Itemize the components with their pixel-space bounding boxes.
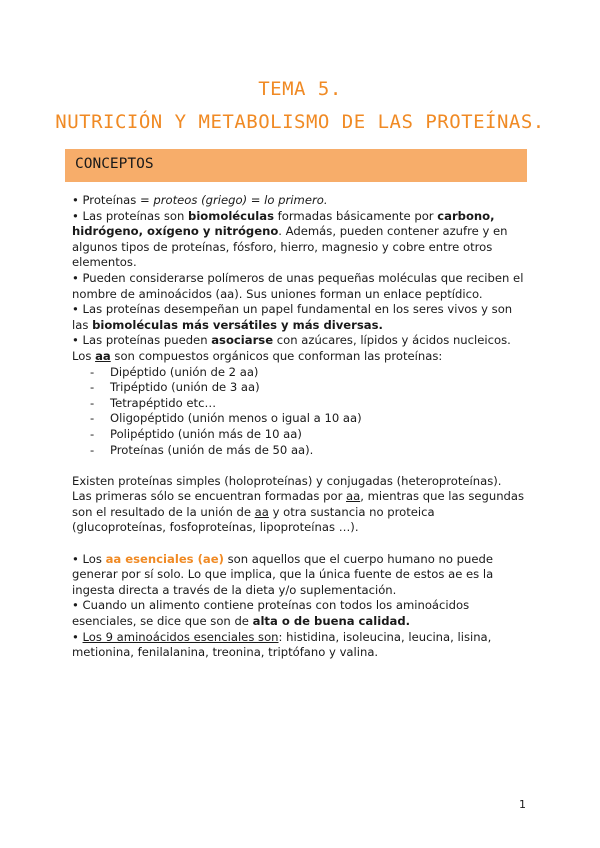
text: con azúcares, lípidos y ácidos nucleicos. — [273, 333, 511, 348]
paragraph-first-second — [72, 489, 532, 536]
text: • Proteínas = — [72, 193, 154, 207]
text: son aquellos que el cuerpo humano no puede generar por sí solo. Lo que implica, que la única fuente de estos ae es la ingesta directa a través de la dieta y/o suplementación. — [72, 551, 494, 597]
text-bold: alta o de buena calidad. — [252, 614, 411, 629]
dash-bullet: - — [90, 442, 95, 457]
text: formadas básicamente por — [273, 208, 438, 223]
text-bold: carbono, hidrógeno, oxígeno y nitrógeno — [72, 208, 495, 239]
text: • — [72, 629, 83, 644]
text: • Cuando un alimento contiene proteínas con todos los aminoácidos esenciales, se dice que son de — [72, 598, 470, 629]
text: son compuestos orgánicos que conforman las proteínas: — [110, 348, 443, 363]
paragraph-essential-aa — [72, 552, 532, 599]
text-underline: aa — [254, 504, 269, 519]
list-item-text: Tripéptido (unión de 3 aa) — [110, 380, 260, 395]
list-item-text: Dipéptido (unión de 2 aa) — [110, 364, 259, 379]
text: • Las proteínas pueden — [72, 333, 212, 348]
dash-bullet: - — [90, 395, 95, 410]
list-item-text: Proteínas (unión de más de 50 aa). — [110, 442, 314, 457]
paragraph-function — [72, 302, 532, 333]
text: • Los — [72, 551, 106, 566]
section-label: CONCEPTOS — [75, 156, 154, 172]
text: , mientras que las segundas son el resultado de la unión de — [72, 489, 525, 519]
paragraph-aa-intro — [72, 349, 532, 365]
dash-bullet: - — [90, 364, 95, 379]
text: Los — [72, 348, 96, 363]
dash-bullet: - — [90, 426, 95, 441]
text: • Las proteínas desempeñan un papel fundamental en los seres vivos y son las — [72, 302, 513, 332]
title-line-1: TEMA 5. — [258, 78, 342, 100]
dash-bullet: - — [90, 380, 95, 395]
text: . Además, pueden contener azufre y en algunos tipos de proteínas, fósforo, hierro, magnesio y cobre entre otros elementos. — [72, 224, 508, 270]
paragraph-biomolecules — [72, 209, 532, 271]
text-highlight: aa esenciales (ae) — [105, 551, 224, 566]
text-italic: proteos (griego) = lo primero. — [153, 193, 328, 207]
list-item — [72, 411, 532, 427]
dash-bullet: - — [90, 411, 95, 426]
list-item — [72, 365, 532, 381]
text-bold: biomoléculas más versátiles y más diversas. — [92, 317, 383, 332]
title-line-2: NUTRICIÓN Y METABOLISMO DE LAS PROTEÍNAS. — [55, 111, 545, 133]
text: y otra sustancia no proteica (glucoproteínas, fosfoproteínas, lipoproteínas …). — [72, 504, 435, 535]
paragraph-nine-aa — [72, 630, 532, 661]
document-body — [72, 193, 532, 661]
peptide-list — [72, 365, 532, 459]
list-item — [72, 443, 532, 459]
text-bold: biomoléculas — [188, 208, 274, 223]
paragraph-simple-conjugated: Existen proteínas simples (holoproteínas) y conjugadas (heteroproteínas). — [72, 473, 502, 488]
spacer — [72, 458, 532, 474]
text-underline: aa — [346, 489, 361, 504]
text-bold-underline: aa — [95, 348, 111, 363]
text-underline: Los 9 aminoácidos esenciales son — [82, 629, 279, 644]
text: • Las proteínas son — [72, 208, 189, 223]
text: : histidina, isoleucina, leucina, lisina, metionina, fenilalanina, treonina, triptófano y valina. — [72, 629, 492, 660]
list-item-text: Tetrapéptido etc… — [110, 395, 217, 410]
list-item-text: Polipéptido (unión más de 10 aa) — [110, 426, 302, 441]
list-item — [72, 380, 532, 396]
section-header — [65, 149, 527, 182]
text-bold: asociarse — [211, 333, 274, 348]
spacer — [72, 536, 532, 552]
text: Las primeras sólo se encuentran formadas por — [72, 489, 347, 504]
list-item-text: Oligopéptido (unión menos o igual a 10 aa) — [110, 411, 362, 426]
list-item — [72, 427, 532, 443]
paragraph-quality — [72, 598, 532, 629]
paragraph-polymers: • Pueden considerarse polímeros de unas pequeñas moléculas que reciben el nombre de aminoácidos (aa). Sus uniones forman un enlace peptídico. — [72, 270, 524, 301]
paragraph-associate — [72, 333, 532, 349]
paragraph-proteins-definition — [72, 193, 532, 209]
list-item — [72, 396, 532, 412]
page-number: 1 — [519, 798, 526, 811]
